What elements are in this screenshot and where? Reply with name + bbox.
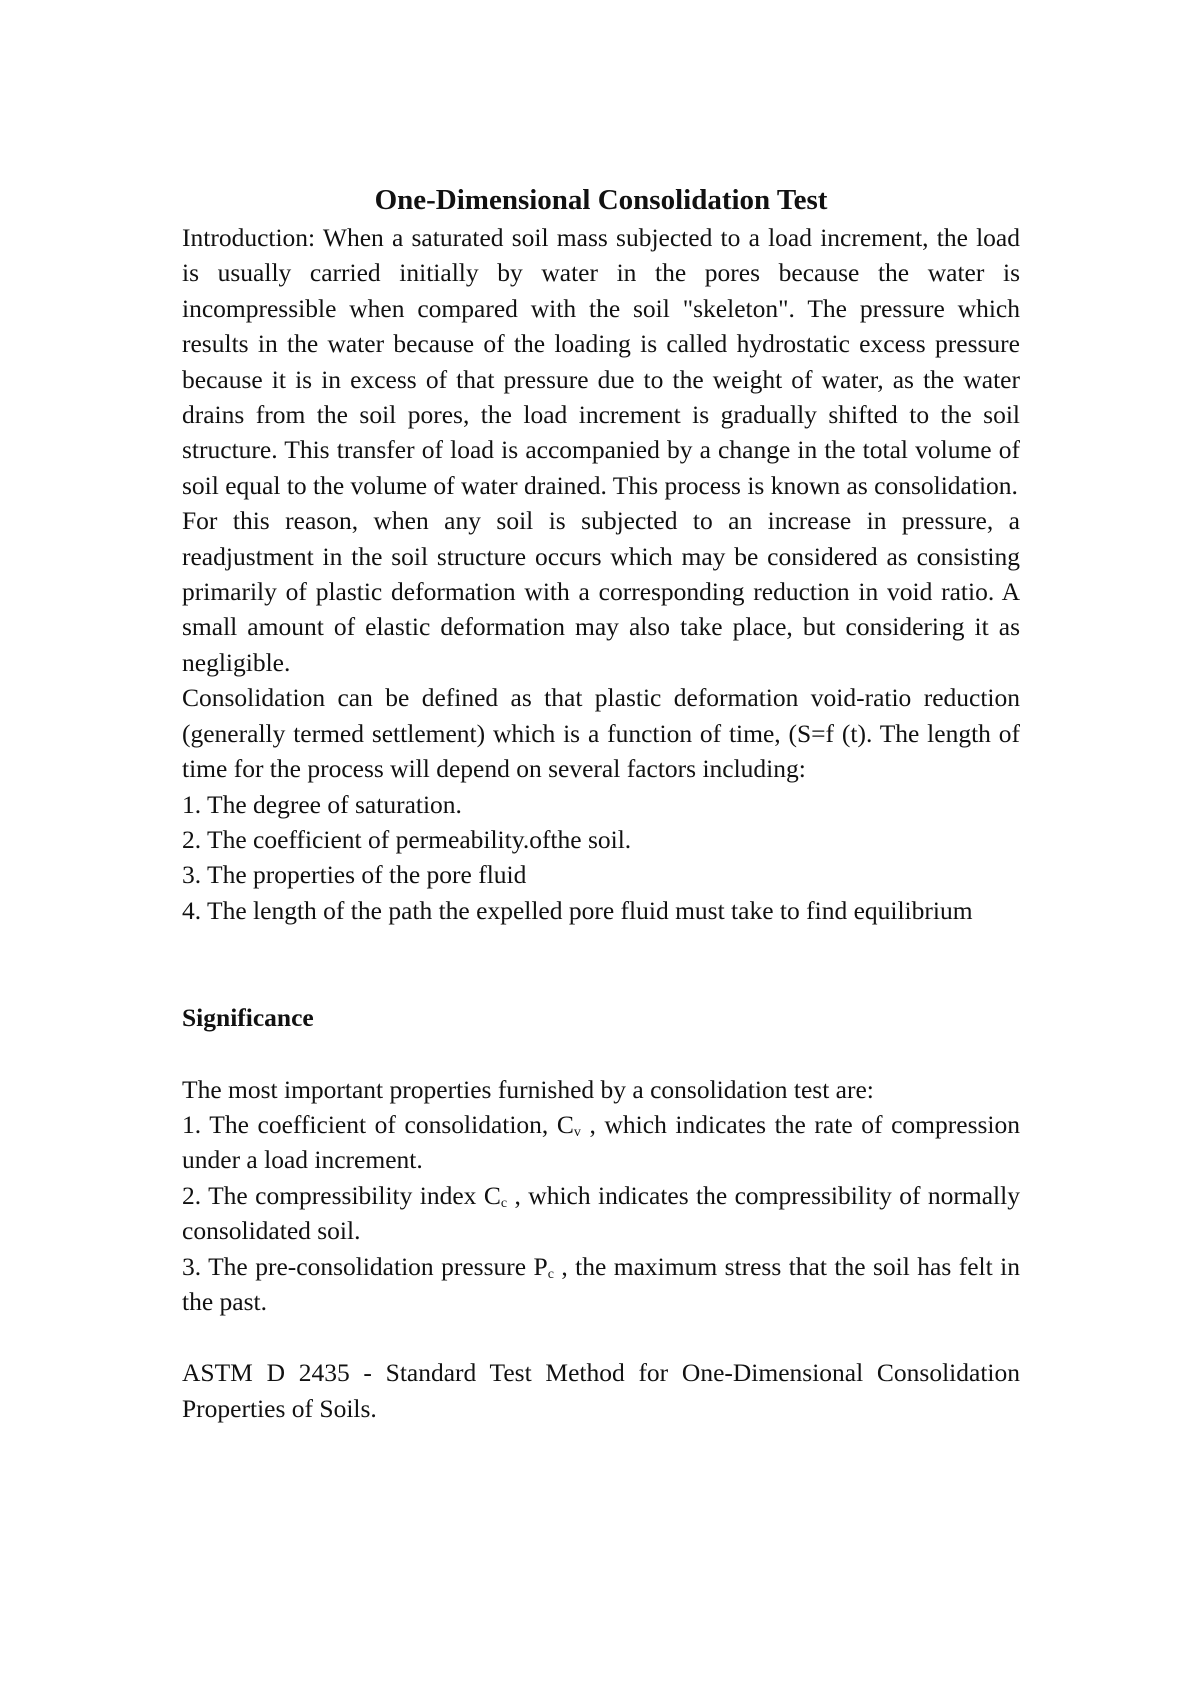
property-text: , which indicates the compressibility of normally consolidated soil. <box>182 1180 1020 1246</box>
intro-paragraph: Introduction: When a saturated soil mass subjected to a load increment, the load is usually carried initially by water in the pores because the water is incompressible when compared with the soil "skeleton". The pressure which results in the water because of the loading is called hydrostatic excess pressure because it is in excess of that pressure due to the weight of water, as the water drains from the soil pores, the load increment is gradually shifted to the soil structure. This transfer of load is accompanied by a change in the total volume of soil equal to the volume of water drained. This process is known as consolidation. <box>182 223 1020 500</box>
subscript-v: v <box>573 1124 581 1140</box>
property-text: , which indicates the rate of compression under a load increment. <box>182 1109 1020 1175</box>
property-item-cc <box>182 1178 1020 1249</box>
spacer <box>182 1036 1020 1072</box>
document-page <box>182 182 1020 1426</box>
property-text: 1. The coefficient of consolidation, C <box>182 1109 574 1139</box>
factor-item: 3. The properties of the pore fluid <box>182 860 527 890</box>
significance-heading: Significance <box>182 1003 314 1033</box>
subscript-c: c <box>547 1266 554 1282</box>
property-text: , the maximum stress that the soil has felt in the past. <box>182 1251 1020 1316</box>
reason-paragraph: For this reason, when any soil is subjected to an increase in pressure, a readjustment in the soil structure occurs which may be considered as consisting primarily of plastic deformation with a corresponding reduction in void ratio. A small amount of elastic deformation may also take place, but considering it as negligible. <box>182 506 1020 677</box>
astm-standard: ASTM D 2435 - Standard Test Method for One-Dimensional Consolidation Properties of Soils. <box>182 1358 1020 1423</box>
factors-list <box>182 787 1020 929</box>
factor-item: 2. The coefficient of permeability.ofthe soil. <box>182 824 632 854</box>
property-text: 3. The pre-consolidation pressure P <box>182 1251 548 1281</box>
property-item-pc <box>182 1249 1020 1320</box>
spacer <box>182 1319 1020 1355</box>
property-item-cv <box>182 1107 1020 1178</box>
factor-item: 4. The length of the path the expelled pore fluid must take to find equilibrium <box>182 895 973 925</box>
factor-item: 1. The degree of saturation. <box>182 789 462 819</box>
subscript-c: c <box>500 1195 508 1211</box>
definition-paragraph: Consolidation can be defined as that plastic deformation void-ratio reduction (generally termed settlement) which is a function of time, (S=f (t). The length of time for the process will depend on several factors including: <box>182 683 1020 784</box>
significance-intro: The most important properties furnished by a consolidation test are: <box>182 1074 874 1104</box>
property-text: 2. The compressibility index C <box>182 1180 501 1210</box>
spacer <box>182 928 1020 1000</box>
document-title: One-Dimensional Consolidation Test <box>374 184 828 216</box>
